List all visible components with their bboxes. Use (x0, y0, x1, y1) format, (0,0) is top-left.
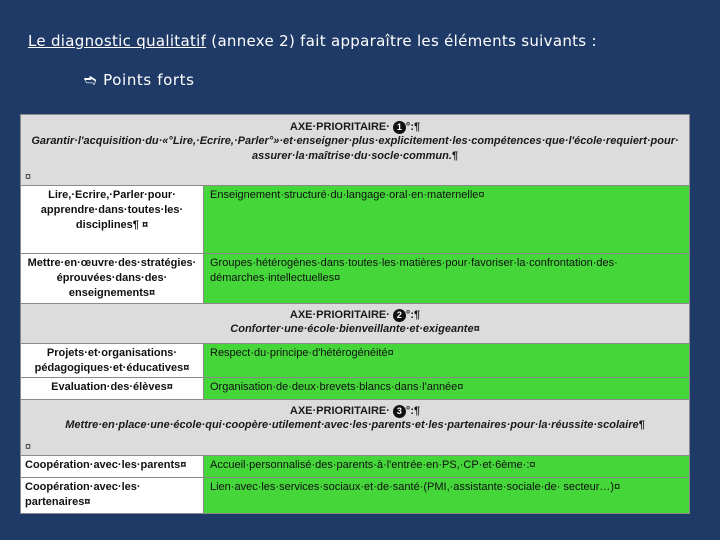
table-row (21, 478, 689, 514)
slide-title-rest: (annexe 2) fait apparaître les éléments suivants : (206, 32, 597, 50)
table-row (21, 378, 689, 400)
row-label: Coopération·avec·les·parents¤ (21, 456, 204, 477)
axis-1-number-badge: 1 (393, 121, 406, 134)
diagnostic-table (20, 114, 690, 514)
row-value: Organisation·de·deux·brevets·blancs·dans·l'année¤ (204, 378, 689, 399)
axis-2-heading: AXE·PRIORITAIRE· 2 °:¶ (289, 309, 421, 321)
slide-title (28, 32, 597, 50)
row-label: Lire,·Ecrire,·Parler·pour· apprendre·dans·toutes·les· disciplines¶ ¤ (21, 186, 204, 253)
table-row (21, 344, 689, 378)
bullet-points-forts (84, 71, 195, 89)
row-label: Evaluation·des·élèves¤ (21, 378, 204, 399)
axis-1-subtitle: Garantir·l'acquisition·du·«°Lire,·Ecrire,·Parler°»·et·enseigner·plus·explicitement·les·compétences·que·l'école·requiert·pour· assurer·la·maîtrise·du·socle·commun.¶ (31, 135, 679, 162)
axis-2-header (21, 304, 689, 344)
row-label: Coopération·avec·les· partenaires¤ (21, 478, 204, 514)
row-value: Enseignement·structuré·du·langage·oral·en·maternelle¤ (204, 186, 689, 253)
axis-3-mark: ¤ (25, 441, 32, 453)
row-value: Respect·du·principe·d'hétérogénéité¤ (204, 344, 689, 377)
row-label: Projets·et·organisations· pédagogiques·et·éducatives¤ (21, 344, 204, 377)
axis-3-heading: AXE·PRIORITAIRE· 3 °:¶ (289, 405, 421, 417)
axis-3-header (21, 400, 689, 456)
row-value: Groupes·hétérogènes·dans·toutes·les·matières·pour·favoriser·la·confrontation·des· démarches·intellectuelles¤ (204, 254, 689, 303)
axis-3-subtitle: Mettre·en·place·une·école·qui·coopère·utilement·avec·les·parents·et·les·partenaires·pour·la·réussite·scolaire¶ (65, 419, 645, 431)
table-row (21, 186, 689, 254)
bullet-label: Points forts (103, 71, 195, 89)
axis-1-header (21, 115, 689, 186)
arrow-bullet-icon: ➬ (84, 71, 98, 89)
axis-2-subtitle: Conforter·une·école·bienveillante·et·exigeante¤ (230, 323, 480, 335)
row-value: Lien·avec·les·services·sociaux·et·de·santé·(PMI,·assistante·sociale·de· secteur…)¤ (204, 478, 689, 514)
table-row (21, 254, 689, 304)
row-label: Mettre·en·œuvre·des·stratégies· éprouvées·dans·des· enseignements¤ (21, 254, 204, 303)
axis-1-mark: ¤ (25, 171, 32, 183)
row-value: Accueil·personnalisé·des·parents·à·l'entrée·en·PS,·CP·et·6ème·:¤ (204, 456, 689, 477)
axis-3-number-badge: 3 (393, 405, 406, 418)
axis-2-number-badge: 2 (393, 309, 406, 322)
axis-1-heading: AXE·PRIORITAIRE· 1 °:¶ (289, 121, 421, 133)
slide-title-underlined: Le diagnostic qualitatif (28, 32, 207, 50)
table-row (21, 456, 689, 478)
